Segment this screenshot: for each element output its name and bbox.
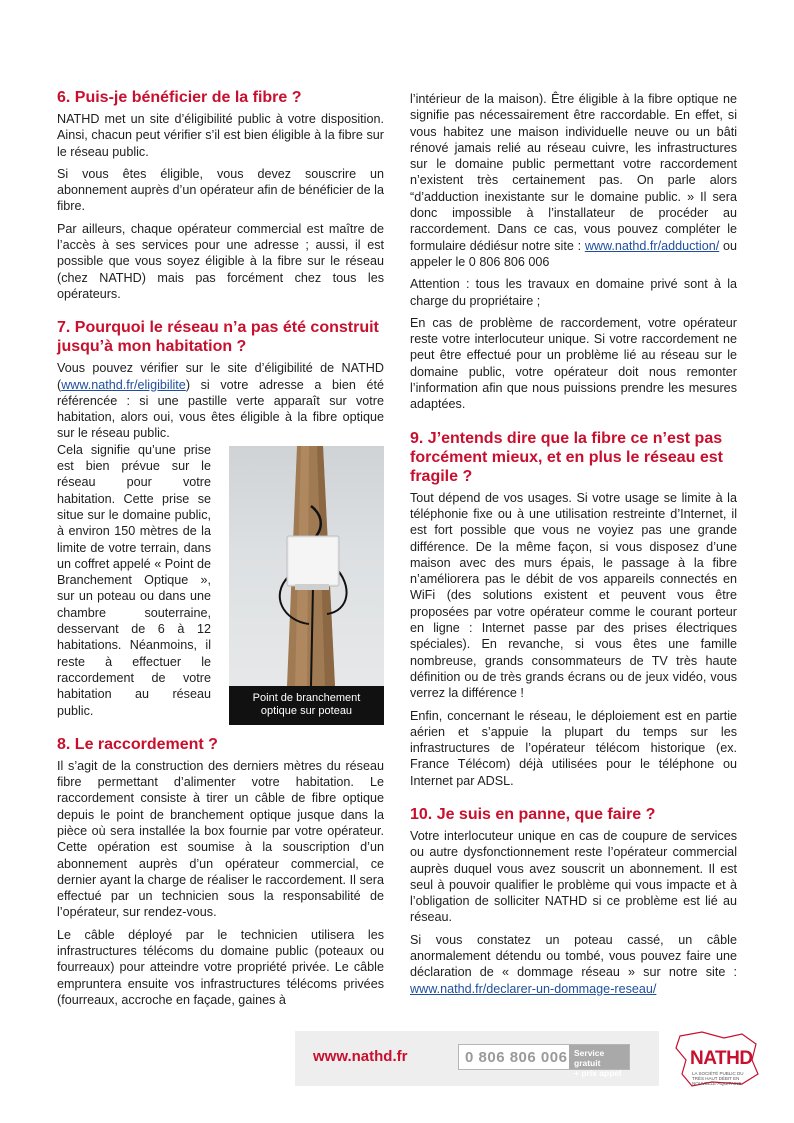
- q10-title: 10. Je suis en panne, que faire ?: [410, 805, 656, 823]
- eligibilite-link[interactable]: www.nathd.fr/eligibilite: [61, 377, 186, 392]
- footer-banner: [295, 1031, 659, 1086]
- q9-title: 9. J’entends dire que la fibre ce n’est pas forcément mieux, et en plus le réseau est fragile ?: [410, 429, 724, 485]
- logo-subtitle: LA SOCIÉTÉ PUBLIC DU TRÈS HAUT DÉBIT EN NOUVELLE-AQUITAINE: [692, 1071, 744, 1086]
- cont-text-before: l’intérieur de la maison). Être éligible à la fibre optique ne signifie pas nécessairement être raccordable. En effet, si vous habitez une maison individuelle neuve ou un bâti rénové jamais relié au réseau cuivre, les infrastructures sur le domaine public permettant votre raccordement n’existent très certainement pas. On parle alors “d’adduction inexistante sur le domaine public. » Il sera donc impossible à l’installateur de procéder au raccordement. Dans ce cas, vous pouvez compléter le formulaire dédiésur notre site :: [410, 92, 737, 253]
- q10-text: Si vous constatez un poteau cassé, un câble anormalement détendu ou tombé, vous pouvez faire une déclaration de « dommage réseau » sur notre site :: [410, 932, 737, 980]
- service-line-2: + prix appel: [574, 1068, 622, 1078]
- q7-text-before: Vous pouvez vérifier sur le site d’éligibilité de NATHD (: [57, 361, 384, 392]
- cont-paragraph-2: Attention : tous les travaux en domaine privé sont à la charge du propriétaire ;: [410, 277, 737, 308]
- phone-box: [458, 1044, 630, 1078]
- service-line-1: Service gratuit: [574, 1048, 605, 1068]
- q9-paragraph-1: Tout dépend de vos usages. Si votre usage se limite à la téléphonie fixe ou à une utilisation restreinte d’Internet, il est fort possible que vous ne voyiez pas une grande différence. De la même façon, si vous disposez d’une maison avec des murs épais, le passage à la fibre n’améliorera pas le débit de vos appareils connectés en WiFi (des solutions existent et peuvent vous être proposées par votre opérateur comme le courant porteur en ligne : Internet passe par des prises électriques spéciales). En revanche, si vous êtes une famille nombreuse, grands consommateurs de TV très haute définition ou de très grands écrans ou de jeux vidéo, vous verrez la différence !: [410, 490, 737, 701]
- cont-paragraph-1: [410, 91, 737, 270]
- left-column: [57, 88, 384, 1014]
- q7-paragraph-1-cont: Cela signifie qu’une prise est bien prévue sur le réseau pour votre habitation. Cette prise se situe sur le domaine public, à environ 150 mètres de la limite de votre terrain, dans un coffret appelé « Point de Branchement Optique », sur un poteau ou dans une chambre souterraine, desservant de 6 à 12 habitations. Néanmoins, il reste à effectuer le raccordement de votre habitation au réseau public.: [57, 442, 211, 718]
- dommage-link[interactable]: www.nathd.fr/declarer-un-dommage-reseau/: [410, 981, 657, 996]
- pole-photo: [229, 446, 384, 686]
- q7-title: 7. Pourquoi le réseau n’a pas été construit jusqu’à mon habitation ?: [57, 319, 379, 356]
- q8-paragraph-2: Le câble déployé par le technicien utilisera les infrastructures télécoms du domaine public (poteaux ou fourreaux) pour atteindre votre propriété privée. Le câble empruntera ensuite vos infrastructures télécoms privées (fourreaux, accroche en façade, gaines à: [57, 927, 384, 1007]
- q6-paragraph-3: Par ailleurs, chaque opérateur commercial est maître de l’accès à ses services pour une adresse ; aussi, il est possible que vous soyez éligible à la fibre sur le réseau (chez NATHD) mais pas forcément chez tous les opérateurs.: [57, 221, 384, 301]
- q6-paragraph-1: NATHD met un site d’éligibilité public à votre disposition. Ainsi, chacun peut vérifier s’il est bien éligible à la fibre sur le réseau public.: [57, 112, 384, 159]
- adduction-link[interactable]: www.nathd.fr/adduction/: [584, 238, 720, 253]
- right-column: [410, 91, 737, 1003]
- q8-title: 8. Le raccordement ?: [57, 735, 218, 753]
- footer-url[interactable]: www.nathd.fr: [313, 1048, 408, 1065]
- q8-paragraph-1: Il s’agit de la construction des derniers mètres du réseau fibre permettant d’alimenter votre habitation. Le raccordement consiste à tirer un câble de fibre optique depuis le point de branchement optique jusque dans la pièce où sera installée la box fournie par votre opérateur. Cette opération est soumise à la souscription d’un abonnement auprès d’un opérateur commercial, ce dernier ayant la charge de réaliser le raccordement. Il sera effectué par un technicien sous la responsabilité de l’opérateur, sur rendez-vous.: [57, 758, 384, 920]
- cont-text-after: ou appeler le 0 806 806 006: [410, 238, 737, 269]
- q9-paragraph-2: Enfin, concernant le réseau, le déploiement est en partie aérien et s’appuie la plupart du temps sur les infrastructures de l’opérateur télécom historique (ex. France Télécom) déjà utilisées pour le téléphone ou Internet par ADSL.: [410, 708, 737, 788]
- q10-paragraph-2: [410, 932, 737, 997]
- photo-caption: Point de branchement optique sur poteau: [229, 686, 384, 725]
- service-tag: [569, 1045, 629, 1078]
- nathd-logo: [672, 1030, 762, 1088]
- q10-paragraph-1: Votre interlocuteur unique en cas de coupure de services ou autre dysfonctionnement reste l’opérateur commercial auprès duquel vous avez souscrit un abonnement. Il est seul à pouvoir qualifier le problème qui vous impacte et à l’obligation de solliciter NATHD si ce problème est lié au réseau.: [410, 828, 737, 925]
- pole-illustration: [229, 446, 384, 686]
- photo-figure: [229, 446, 384, 725]
- logo-text: NATHD: [690, 1048, 753, 1069]
- q7-text-after-a: ) si votre adresse a bien été référencée : si une pastille verte apparaît sur votre habitation, alors oui, vous êtes éligible à la fibre optique sur le réseau public.: [57, 377, 384, 441]
- phone-number: 0 806 806 006: [465, 1049, 568, 1066]
- cont-paragraph-3: En cas de problème de raccordement, votre opérateur reste votre interlocuteur unique. Si votre raccordement ne peut être effectué pour un problème lié au réseau sur le domaine public, votre opérateur doit nous remonter l’information afin que nous puissions prendre les mesures adaptées.: [410, 315, 737, 412]
- q7-paragraph-1: [57, 360, 384, 441]
- q6-title: 6. Puis-je bénéficier de la fibre ?: [57, 89, 302, 106]
- q6-paragraph-2: Si vous êtes éligible, vous devez souscrire un abonnement auprès d’un opérateur afin de bénéficier de la fibre.: [57, 166, 384, 214]
